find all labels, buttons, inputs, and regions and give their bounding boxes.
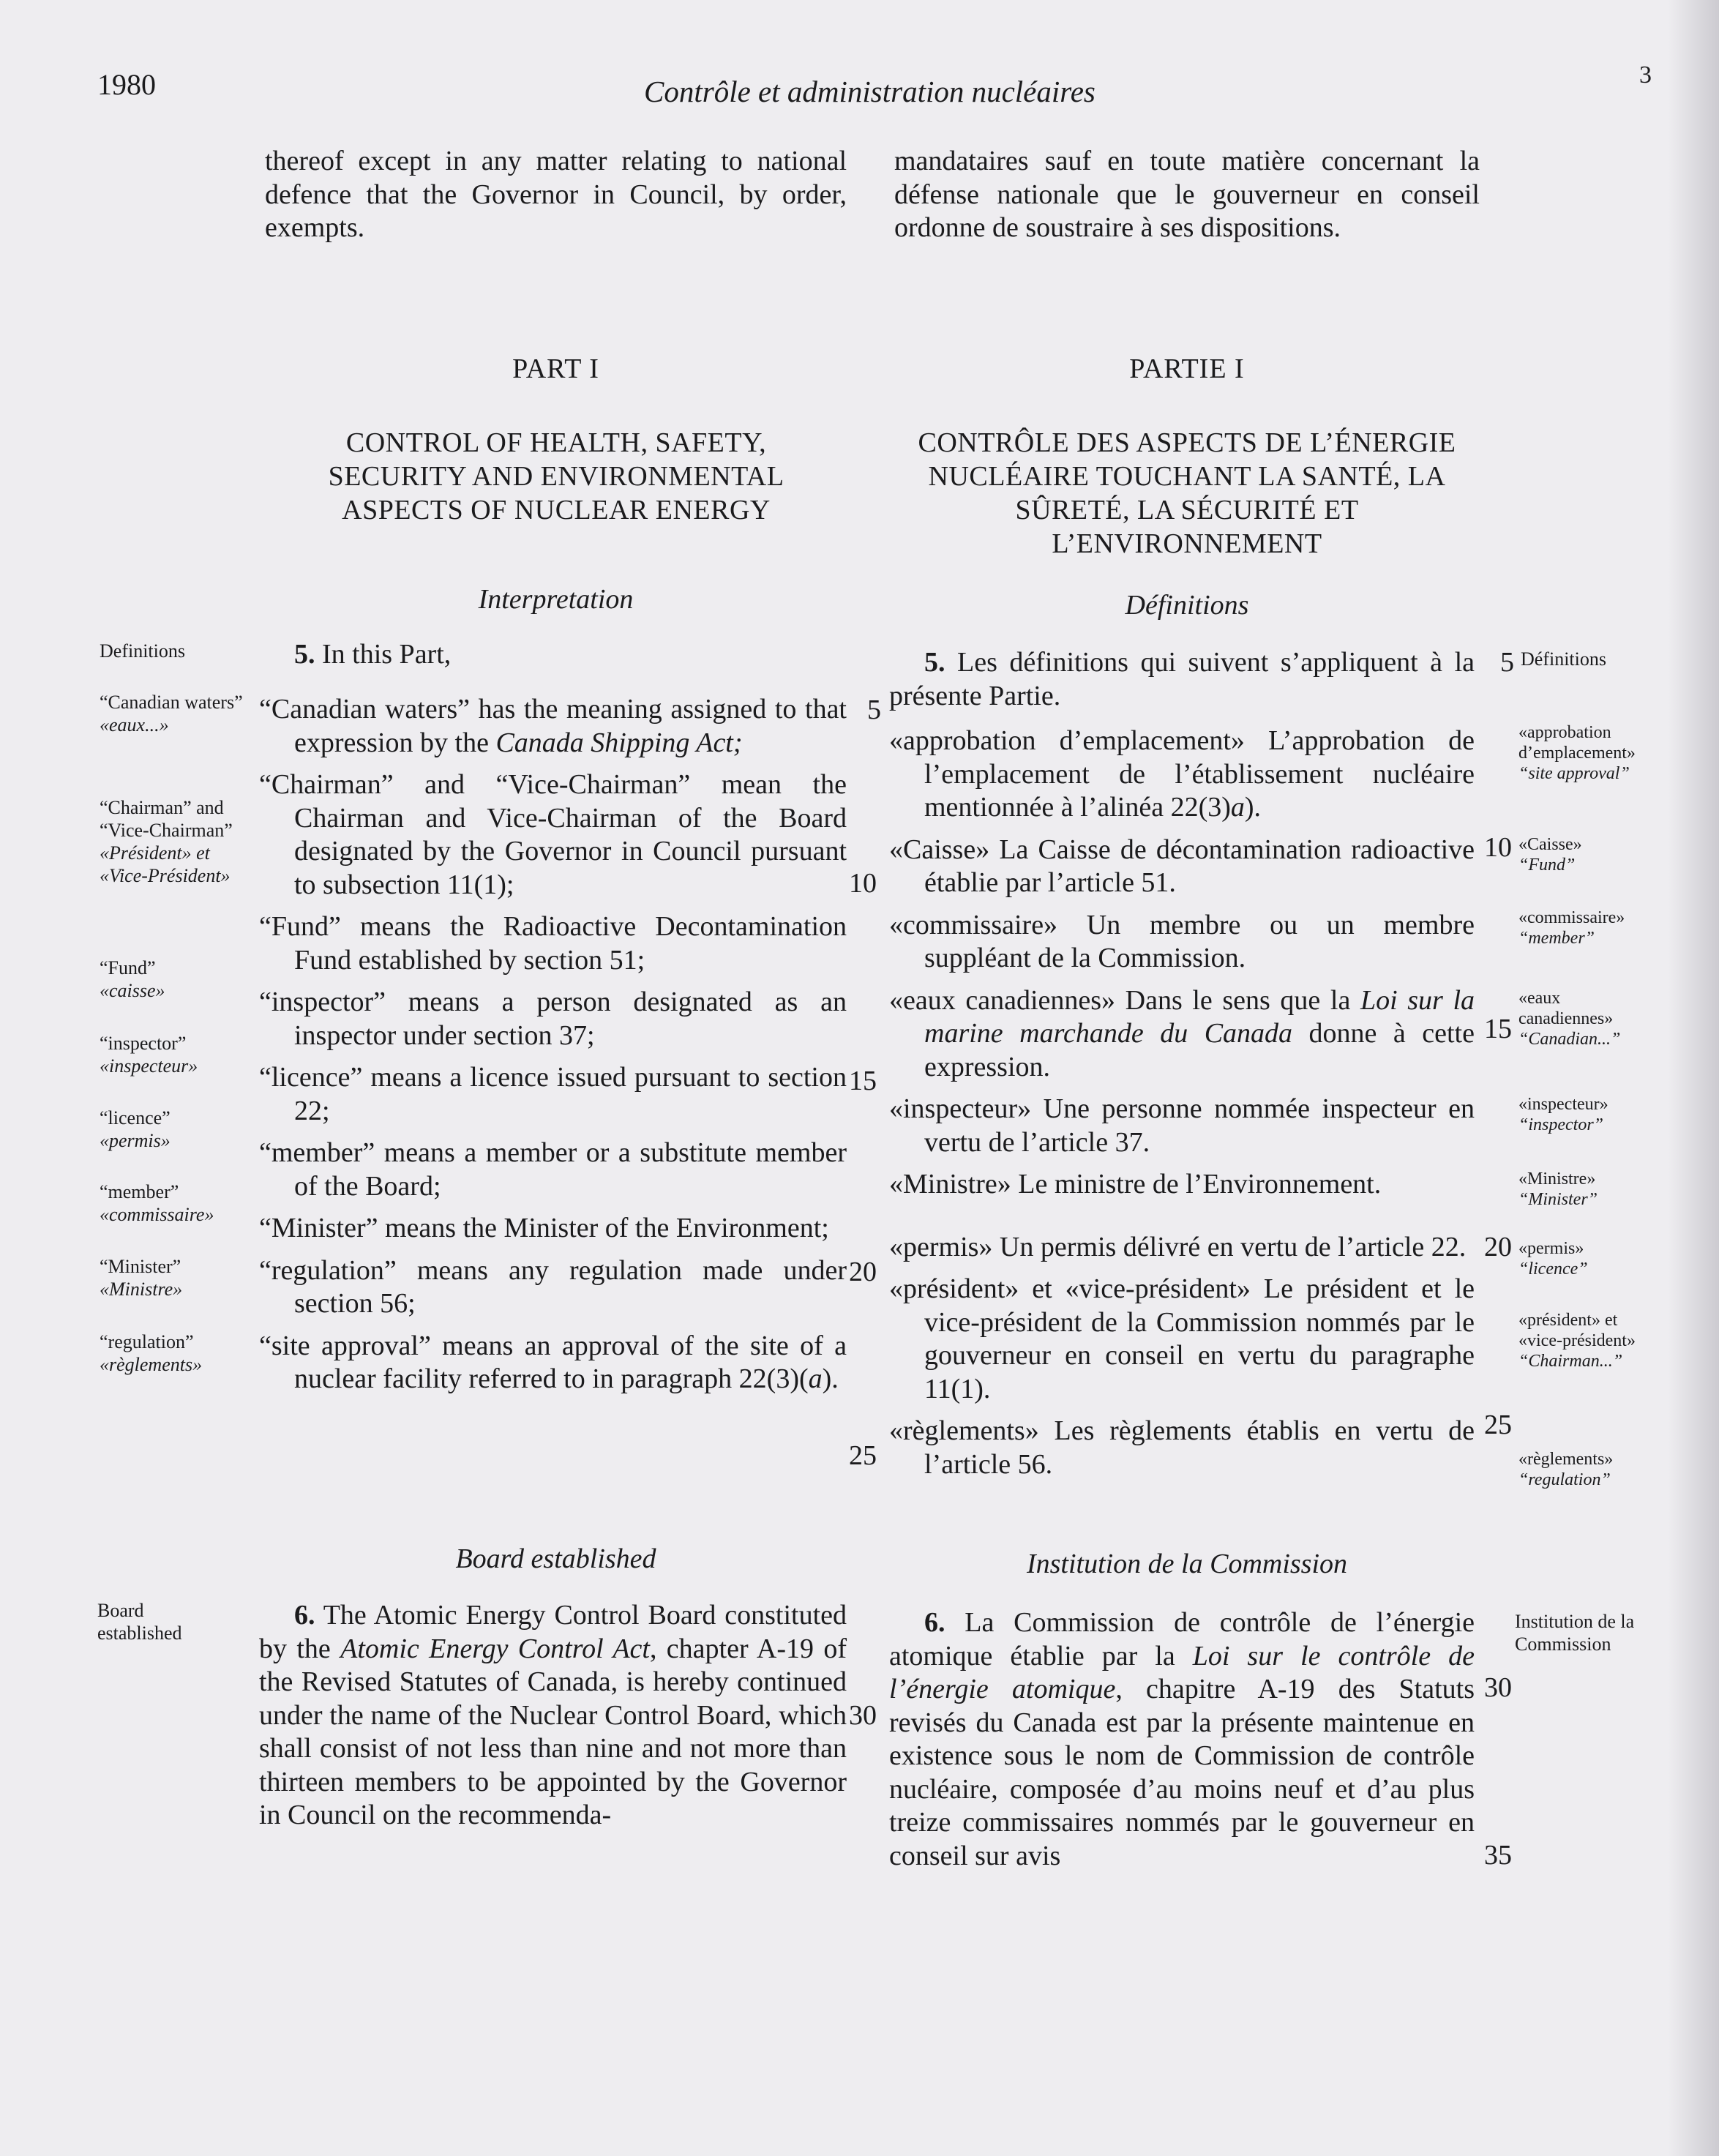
line-number-right: 25 xyxy=(1484,1410,1512,1440)
french-part-heading: CONTRÔLE DES ASPECTS DE L’ÉNERGIE NUCLÉAIRE TOUCHANT LA SANTÉ, LA SÛRETÉ, LA SÉCURITÉ ET L’ENVIRONNEMENT xyxy=(918,427,1456,559)
line-number-right: 30 xyxy=(1484,1672,1512,1703)
french-intro: mandataires sauf en toute matière concernant la défense nationale que le gouverneur en conseil ordonne de soustraire à ses dispositions. xyxy=(894,146,1480,243)
line-number-left: 25 xyxy=(849,1440,877,1471)
line-number-right: 15 xyxy=(1484,1014,1512,1044)
margin-note-institution: Institution de la Commission xyxy=(1515,1611,1635,1655)
line-number-right: 5 xyxy=(1500,647,1514,678)
french-def-approbation: «approbation d’emplacement» L’approbation de l’emplacement de l’établissement nucléaire mentionnée à l’alinéa 22(3)a). xyxy=(889,725,1475,823)
margin-note-president: «président» et «vice-président» “Chairman...” xyxy=(1518,1311,1636,1371)
margin-note-minister: “Minister” «Ministre» xyxy=(100,1256,183,1300)
english-intro: thereof except in any matter relating to national defence that the Governor in Council, by order, exempts. xyxy=(265,146,847,243)
margin-note-board-established: Board established xyxy=(97,1600,182,1644)
french-def-caisse: «Caisse» La Caisse de décontamination radioactive établie par l’article 51. xyxy=(889,834,1475,898)
line-number-left: 10 xyxy=(849,868,877,899)
line-number-left: 5 xyxy=(867,695,881,725)
line-number-right: 35 xyxy=(1484,1840,1512,1871)
english-section-6: 6. The Atomic Energy Control Board constituted by the Atomic Energy Control Act, chapter A-19 of the Revised Statutes of Canada, is hereby continued under the name of the Nuclear Control Board, which shall consist of not less than nine and not more than thirteen members to be appointed by the Governor in Council on the recommenda- xyxy=(259,1600,847,1830)
margin-note-canadian-waters: “Canadian waters” «eaux...» xyxy=(100,692,243,735)
french-def-eaux: «eaux canadiennes» Dans le sens que la Loi sur la marine marchande du Canada donne à cette expression. xyxy=(889,984,1475,1082)
margin-note-licence: “licence” «permis» xyxy=(100,1107,171,1151)
margin-note-reglements: «règlements» “regulation” xyxy=(1518,1450,1614,1489)
header-page-number: 3 xyxy=(1639,61,1652,89)
french-subheading-definitions: Définitions xyxy=(1125,590,1249,621)
margin-note-caisse: «Caisse» “Fund” xyxy=(1518,835,1582,875)
header-year: 1980 xyxy=(97,68,156,101)
english-subheading-interpretation: Interpretation xyxy=(478,584,634,615)
french-def-reglements: «règlements» Les règlements établis en vertu de l’article 56. xyxy=(889,1415,1475,1480)
line-number-right: 20 xyxy=(1484,1232,1512,1262)
line-number-left: 30 xyxy=(849,1700,877,1731)
margin-note-permis: «permis» “licence” xyxy=(1518,1239,1588,1279)
margin-note-inspecteur: «inspecteur» “inspector” xyxy=(1518,1095,1608,1134)
french-section-6: 6. La Commission de contrôle de l’énergie atomique établie par la Loi sur le contrôle de l’énergie atomique, chapitre A-19 des Statuts revisés du Canada est par la présente maintenue en existence sous le nom de Commission de contrôle nucléaire, composée d’au moins neuf et d’au plus treize commissaires nommés par le gouverneur en conseil sur avis xyxy=(889,1607,1475,1871)
margin-note-commissaire: «commissaire» “member” xyxy=(1518,908,1625,948)
english-part-title: PART I xyxy=(512,353,599,384)
english-def-member: “member” means a member or a substitute member of the Board; xyxy=(259,1137,847,1202)
page-edge-shadow xyxy=(1668,0,1719,2156)
french-def-permis: «permis» Un permis délivré en vertu de l’article 22. xyxy=(889,1231,1467,1262)
english-def-fund: “Fund” means the Radioactive Decontamination Fund established by section 51; xyxy=(259,911,847,976)
english-def-site-approval: “site approval” means an approval of the site of a nuclear facility referred to in paragraph 22(3)(a). xyxy=(259,1330,847,1394)
french-def-inspecteur: «inspecteur» Une personne nommée inspecteur en vertu de l’article 37. xyxy=(889,1093,1475,1158)
english-def-canadian-waters: “Canadian waters” has the meaning assigned to that expression by the Canada Shipping Act; xyxy=(259,694,847,758)
margin-note-chairman: “Chairman” and “Vice-Chairman” «Président» et «Vice-Président» xyxy=(100,797,233,886)
line-number-left: 20 xyxy=(849,1257,877,1287)
margin-note-eaux: «eaux canadiennes» “Canadian...” xyxy=(1518,989,1621,1049)
english-def-chairman: “Chairman” and “Vice-Chairman” mean the Chairman and Vice-Chairman of the Board designated by the Governor in Council pursuant to subsection 11(1); xyxy=(259,769,847,900)
french-def-ministre: «Ministre» Le ministre de l’Environnement. xyxy=(889,1169,1382,1199)
english-part-heading: CONTROL OF HEALTH, SAFETY, SECURITY AND ENVIRONMENTAL ASPECTS OF NUCLEAR ENERGY xyxy=(328,427,784,525)
english-section-5 xyxy=(294,638,847,672)
french-def-commissaire: «commissaire» Un membre ou un membre suppléant de la Commission. xyxy=(889,909,1475,973)
margin-note-approbation: «approbation d’emplacement» “site approval” xyxy=(1518,723,1636,783)
french-subheading-institution: Institution de la Commission xyxy=(1026,1549,1348,1579)
margin-note-ministre: «Ministre» “Minister” xyxy=(1518,1169,1598,1209)
french-def-president: «président» et «vice-président» Le président et le vice-président de la Commission nommés par le gouverneur en conseil en vertu du paragraphe 11(1). xyxy=(889,1273,1475,1404)
english-def-minister: “Minister” means the Minister of the Environment; xyxy=(259,1213,829,1243)
english-def-licence: “licence” means a licence issued pursuant to section 22; xyxy=(259,1062,847,1126)
header-title: Contrôle et administration nucléaires xyxy=(644,75,1096,108)
line-number-left: 15 xyxy=(849,1066,877,1096)
english-def-inspector: “inspector” means a person designated as an inspector under section 37; xyxy=(259,987,847,1051)
french-definitions xyxy=(889,725,1475,1481)
line-number-right: 10 xyxy=(1484,832,1512,863)
english-s5-lead: 5. In this Part, xyxy=(294,639,452,670)
margin-note-definitions: Definitions xyxy=(100,640,185,662)
margin-note-definitions-fr: Définitions xyxy=(1521,648,1606,670)
french-column xyxy=(894,145,1480,245)
french-section-5: 5. Les définitions qui suivent s’appliquent à la présente Partie. xyxy=(889,647,1475,711)
english-def-regulation: “regulation” means any regulation made under section 56; xyxy=(259,1254,847,1319)
french-part-title: PARTIE I xyxy=(1129,353,1245,384)
margin-note-inspector: “inspector” «inspecteur» xyxy=(100,1033,198,1077)
english-subheading-board: Board established xyxy=(455,1543,656,1574)
margin-note-fund: “Fund” «caisse» xyxy=(100,957,165,1001)
english-definitions xyxy=(259,693,847,1396)
english-column xyxy=(265,145,847,245)
margin-note-member: “member” «commissaire» xyxy=(100,1181,214,1225)
margin-note-regulation: “regulation” «règlements» xyxy=(100,1331,203,1375)
